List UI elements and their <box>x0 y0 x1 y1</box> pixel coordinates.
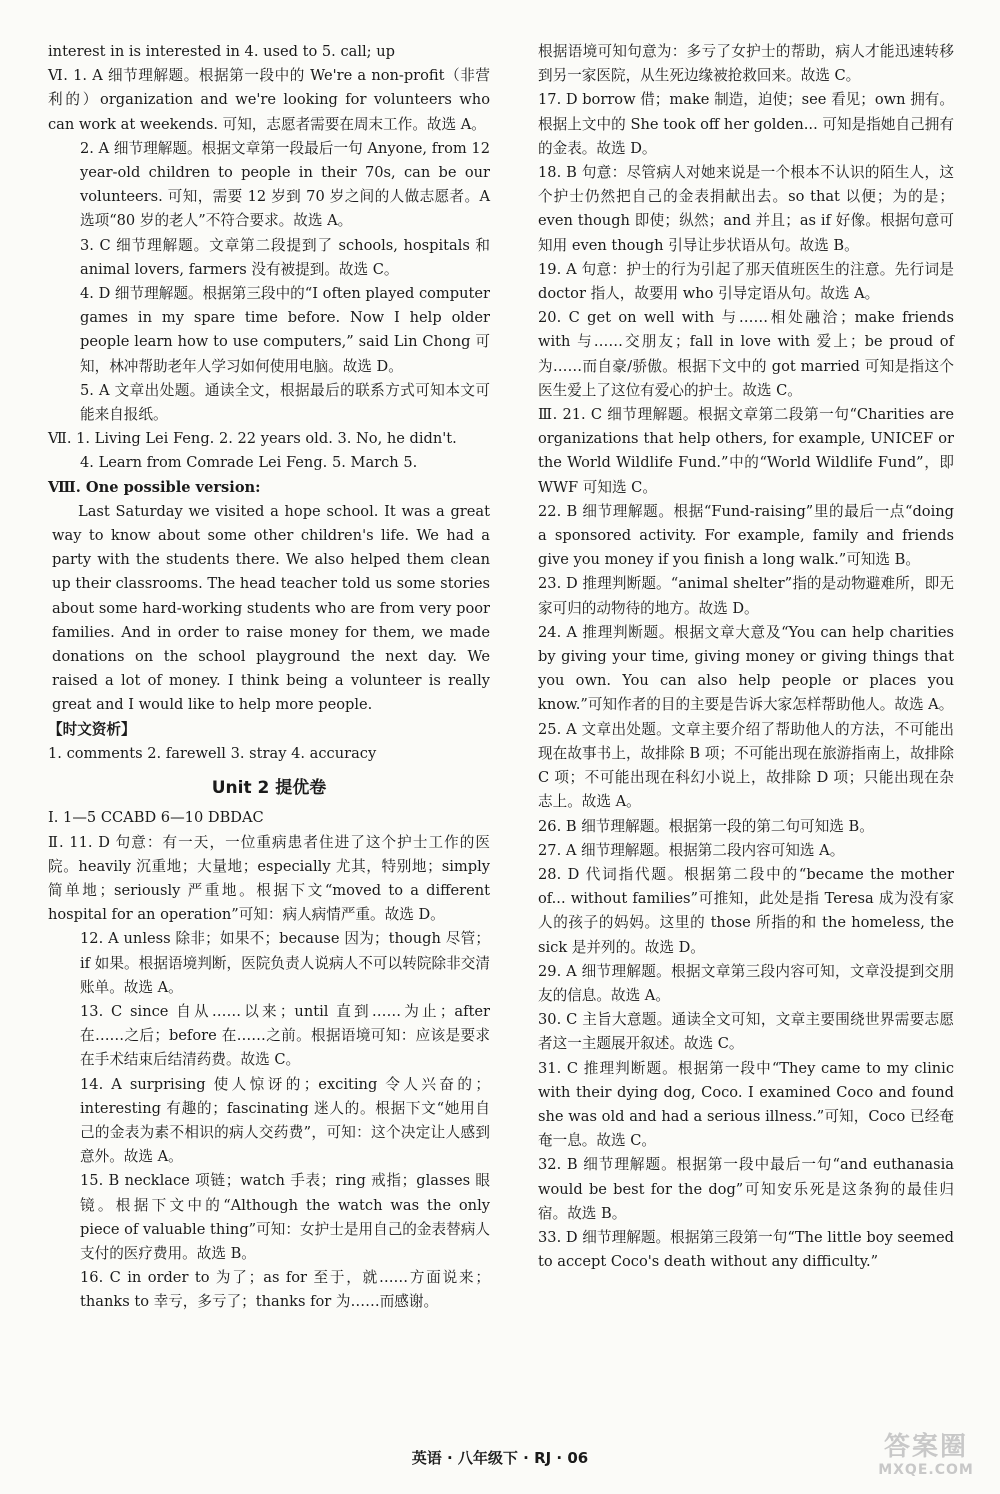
watermark-url: MXQE.COM <box>878 1462 974 1478</box>
answer-paragraph: 4. Learn from Comrade Lei Feng. 5. March 5. <box>80 454 418 472</box>
answer-paragraph: Last Saturday we visited a hope school. It was a great way to know about some other children's life. We had a party with the students there. We also helped them clean up their classrooms. The head teacher told us some stories about some hard-working students who are from very poor families. And in order to raise money for them, we made donations on the school playground the next day. We raised a lot of money. I think being a volunteer is really great and I would like to help more people. <box>52 502 490 714</box>
answer-paragraph: Ⅰ. 1—5 CCABD 6—10 DBDAC <box>48 809 264 827</box>
watermark-logo <box>864 1432 988 1484</box>
answer-paragraph: 19. A 句意：护士的行为引起了那天值班医生的注意。先行词是 doctor 指人，故要用 who 引导定语从句。故选 A。 <box>538 260 954 303</box>
answer-paragraph: Ⅶ. 1. Living Lei Feng. 2. 22 years old. 3. No, he didn't. <box>48 430 457 448</box>
answer-paragraph: Ⅵ. 1. A 细节理解题。根据第一段中的 We're a non-profit（非营利的）organization and we're looking for volunteers who can work at weekends. 可知，志愿者需要在周末工作。故选 A。 <box>48 67 490 133</box>
answer-paragraph: 15. B necklace 项链；watch 手表；ring 戒指；glasses 眼镜。根据下文中的“Although the watch was the only piece of valuable thing”可知：女护士是用自己的金表替病人支付的医疗费用。故选 B。 <box>80 1172 490 1262</box>
answer-paragraph: 23. D 推理判断题。“animal shelter”指的是动物避难所，即无家可归的动物待的地方。故选 D。 <box>538 575 954 617</box>
answer-paragraph: 5. A 文章出处题。通读全文，根据最后的联系方式可知本文可能来自报纸。 <box>80 381 490 424</box>
answer-paragraph: 4. D 细节理解题。根据第三段中的“I often played computer games in my spare time before. Now I help older people learn how to use computers,” said Lin Chong 可知，林冲帮助老年人学习如何使用电脑。故选 D。 <box>80 285 490 375</box>
answer-paragraph: Ⅱ. 11. D 句意：有一天，一位重病患者住进了这个护士工作的医院。heavily 沉重地；大量地；especially 尤其，特别地；simply 简单地；seriously 严重地。根据下文“moved to a different hospital for an operation”可知：病人病情严重。故选 D。 <box>48 833 490 924</box>
answer-paragraph: Ⅲ. 21. C 细节理解题。根据文章第二段第一句“Charities are organizations that help others, for example, UNICEF or the World Wildlife Fund.”中的“World Wildlife Fund”，即 WWF 可知选 C。 <box>538 406 954 496</box>
answer-paragraph: 24. A 推理判断题。根据文章大意及“You can help charities by giving your time, giving money or giving things that you own. You can also help people or places you know.”可知作者的目的主要是告诉大家怎样帮助他人。故选 A。 <box>538 623 954 714</box>
answer-paragraph: 13. C since 自从……以来；until 直到……为止；after 在……之后；before 在……之前。根据语境可知：应该是要求在手术结束后结清药费。故选 C。 <box>80 1002 490 1069</box>
answer-paragraph: 27. A 细节理解题。根据第二段内容可知选 A。 <box>538 841 845 859</box>
answer-paragraph: 32. B 细节理解题。根据第一段中最后一句“and euthanasia would be best for the dog”可知安乐死是这条狗的最佳归宿。故选 B。 <box>538 1156 954 1222</box>
answer-paragraph: 17. D borrow 借；make 制造，迫使；see 看见；own 拥有。根据上文中的 She took off her golden... 可知是指她自己拥有的金表。故选 D。 <box>538 91 954 157</box>
watermark-text: 答案圈 <box>883 1432 968 1462</box>
answer-paragraph: 33. D 细节理解题。根据第三段第一句“The little boy seemed to accept Coco's death without any difficulty.” <box>538 1228 954 1271</box>
answer-paragraph: 25. A 文章出处题。文章主要介绍了帮助他人的方法，不可能出现在故事书上，故排除 B 项；不可能出现在旅游指南上，故排除 C 项；不可能出现在科幻小说上，故排除 D 项；只能出现在杂志上。故选 A。 <box>538 720 954 811</box>
page-footer: 英语 · 八年级下 · RJ · 06 <box>411 1449 589 1467</box>
section-title: Unit 2 提优卷 <box>211 778 327 799</box>
answer-paragraph: 3. C 细节理解题。文章第二段提到了 schools, hospitals 和 animal lovers, farmers 没有被提到。故选 C。 <box>80 236 490 278</box>
answer-paragraph: 20. C get on well with 与……相处融洽；make friends with 与……交朋友；fall in love with 爱上；be proud of 为……而自豪/骄傲。根据下文中的 got married 可知是指这个医生爱上了这位有爱心的护士。故选 C。 <box>538 309 954 399</box>
answer-paragraph: 31. C 推理判断题。根据第一段中“They came to my clinic with their dying dog, Coco. I examined Coco and found she was old and had a serious illness.”可知，Coco 已经奄奄一息。故选 C。 <box>538 1059 954 1150</box>
answer-paragraph: 29. A 细节理解题。根据文章第三段内容可知，文章没提到交朋友的信息。故选 A。 <box>538 962 954 1004</box>
answer-paragraph: 【时文资析】 <box>48 720 136 738</box>
answer-paragraph: 2. A 细节理解题。根据文章第一段最后一句 Anyone, from 12 year-old children to people in their 70s, can be our volunteers. 可知，需要 12 岁到 70 岁之间的人做志愿者。A 选项“80 岁的老人”不符合要求。故选 A。 <box>80 139 490 230</box>
answer-paragraph: interest in is interested in 4. used to 5. call; up <box>48 43 395 60</box>
answer-paragraph: 18. B 句意：尽管病人对她来说是一个根本不认识的陌生人，这个护士仍然把自己的金表捐献出去。so that 以便；为的是；even though 即使；纵然；and 并且；as if 好像。根据句意可知用 even though 引导让步状语从句。故选 B。 <box>538 164 954 254</box>
answer-paragraph: 30. C 主旨大意题。通读全文可知，文章主要围绕世界需要志愿者这一主题展开叙述。故选 C。 <box>538 1011 954 1053</box>
answer-paragraph: 16. C in order to 为了；as for 至于，就……方面说来；thanks to 幸亏，多亏了；thanks for 为……而感谢。 <box>80 1269 490 1311</box>
answer-paragraph: 14. A surprising 使人惊讶的；exciting 令人兴奋的；interesting 有趣的；fascinating 迷人的。根据下文“她用自己的金表为素不相识的病人交药费”，可知：这个决定让人感到意外。故选 A。 <box>80 1075 490 1166</box>
answer-paragraph: 12. A unless 除非；如果不；because 因为；though 尽管；if 如果。根据语境判断，医院负责人说病人不可以转院除非交清账单。故选 A。 <box>80 930 490 996</box>
left-column <box>48 40 490 1315</box>
right-column <box>538 40 954 1274</box>
answer-paragraph: Ⅷ. One possible version: <box>48 478 261 496</box>
answer-paragraph: 28. D 代词指代题。根据第二段中的“became the mother of... without families”可推知，此处是指 Teresa 成为没有家人的孩子的妈妈。这里的 those 所指的和 the homeless, the sick 是并列的。故选 D。 <box>538 865 954 956</box>
answer-paragraph: 26. B 细节理解题。根据第一段的第二句可知选 B。 <box>538 817 874 835</box>
answer-paragraph: 22. B 细节理解题。根据“Fund-raising”里的最后一点“doing a sponsored activity. For example, family and friends give you money if you finish a long walk.”可知选 B。 <box>538 502 954 569</box>
answer-paragraph: 1. comments 2. farewell 3. stray 4. accuracy <box>48 744 377 762</box>
answer-paragraph: 根据语境可知句意为：多亏了女护士的帮助，病人才能迅速转移到另一家医院，从生死边缘被抢救回来。故选 C。 <box>538 43 954 85</box>
